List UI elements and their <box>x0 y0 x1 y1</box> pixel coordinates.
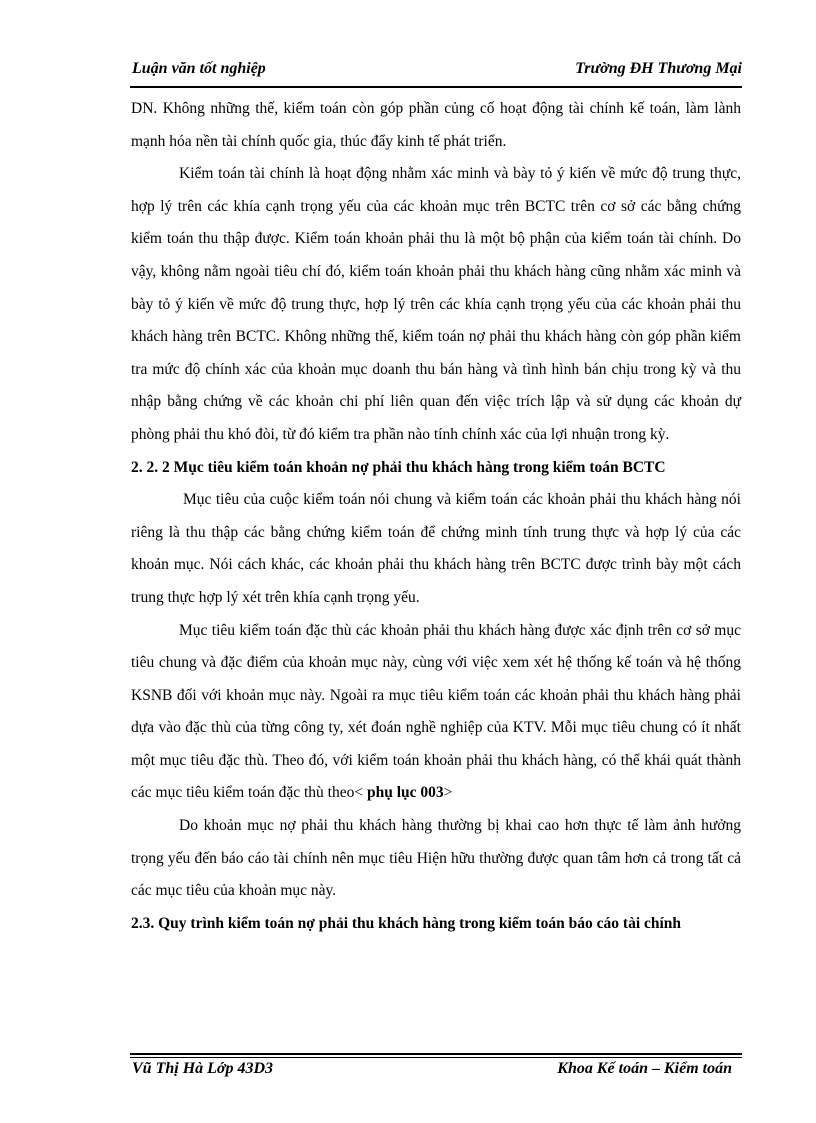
header-divider <box>130 86 742 88</box>
paragraph-4-text: Mục tiêu kiểm toán đặc thù các khoản phải thu khách hàng được xác định trên cơ sở mục tiêu chung và đặc điểm của khoản mục này, cùng với việc xem xét hệ thống kế toán và hệ thống KSNB đối với khoản mục này. Ngoài ra mục tiêu kiểm toán các khoản phải thu khách hàng phải dựa vào đặc thù của từng công ty, xét đoán nghề nghiệp của KTV. Mỗi mục tiêu chung có ít nhất một mục tiêu đặc thù. Theo đó, với kiểm toán khoản phải thu khách hàng, có thể khái quát thành các mục tiêu kiểm toán đặc thù theo <box>131 621 741 802</box>
header-university: Trường ĐH Thương Mại <box>575 60 742 77</box>
paragraph-2: Kiểm toán tài chính là hoạt động nhằm xác minh và bày tỏ ý kiến về mức độ trung thực, hợp lý trên các khía cạnh trọng yếu của các khoản mục trên BCTC trên cơ sở các bằng chứng kiểm toán thu thập được. Kiểm toán khoản phải thu là một bộ phận của kiểm toán tài chính. Do vậy, không nằm ngoài tiêu chí đó, kiểm toán khoản phải thu khách hàng cũng nhằm xác minh và bày tỏ ý kiến về mức độ trung thực, hợp lý trên các khía cạnh trọng yếu của các khoản phải thu khách hàng trên BCTC. Không những thế, kiểm toán nợ phải thu khách hàng còn góp phần kiểm tra mức độ chính xác của khoản mục doanh thu bán hàng và tình hình bán chịu trong kỳ và thu nhập bằng chứng về các khoản chi phí liên quan đến việc trích lập và sử dụng các khoản dự phòng phải thu khó đòi, từ đó kiểm tra phần nào tính chính xác của lợi nhuận trong kỳ. <box>131 165 741 443</box>
paragraph-4 <box>131 615 741 811</box>
section-heading-2-3: 2.3. Quy trình kiểm toán nợ phải thu khách hàng trong kiểm toán báo cáo tài chính <box>131 914 682 932</box>
appendix-ref-open: < <box>354 784 367 802</box>
appendix-ref-close: > <box>443 784 453 802</box>
section-heading-2-2-2: 2. 2. 2 Mục tiêu kiểm toán khoản nợ phải thu khách hàng trong kiểm toán BCTC <box>131 458 666 476</box>
header-thesis-title: Luận văn tốt nghiệp <box>132 60 266 77</box>
paragraph-5: Do khoản mục nợ phải thu khách hàng thường bị khai cao hơn thực tế làm ảnh hưởng trọng yếu đến báo cáo tài chính nên mục tiêu Hiện hữu thường được quan tâm hơn cả trong tất cả các mục tiêu của khoản mục này. <box>131 817 741 900</box>
page-footer <box>132 1060 732 1084</box>
footer-author: Vũ Thị Hà Lớp 43D3 <box>132 1060 274 1077</box>
footer-divider-thin <box>130 1057 742 1058</box>
paragraph-3: Mục tiêu của cuộc kiểm toán nói chung và kiểm toán các khoản phải thu khách hàng nói riêng là thu thập các bằng chứng kiểm toán để chứng minh tính trung thực và hợp lý của các khoản mục. Nói cách khác, các khoản phải thu khách hàng trên BCTC được trình bày một cách trung thực hợp lý xét trên khía cạnh trọng yếu. <box>131 491 741 606</box>
page-body <box>131 93 741 940</box>
footer-divider-thick <box>130 1053 742 1055</box>
page-header <box>132 60 742 84</box>
appendix-reference: phụ lục 003 <box>367 784 444 802</box>
paragraph-1: DN. Không những thế, kiểm toán còn góp phần củng cố hoạt động tài chính kế toán, làm lành mạnh hóa nền tài chính quốc gia, thúc đẩy kinh tế phát triển. <box>131 100 741 150</box>
footer-department: Khoa Kế toán – Kiểm toán <box>557 1060 732 1077</box>
